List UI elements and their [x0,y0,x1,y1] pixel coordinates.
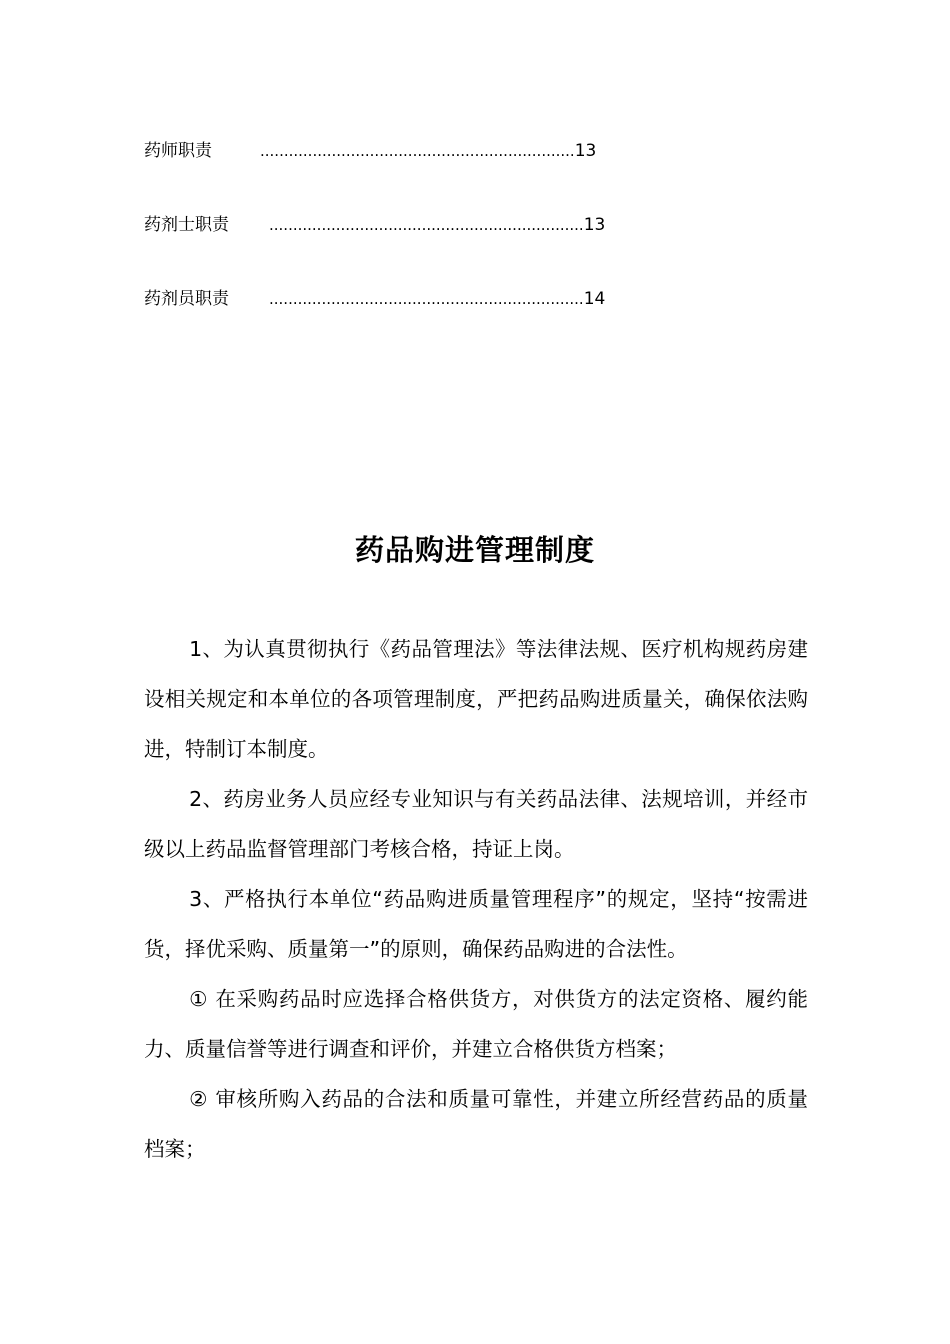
toc-page-number: 13 [583,215,606,235]
toc-entry-label: 药师职责 [144,141,212,161]
toc-leader-dots [269,284,605,314]
toc-entry[interactable] [144,210,664,240]
toc-entry-label: 药剂员职责 [144,289,229,309]
document-title: 药品购进管理制度 [354,533,595,567]
paragraph-item-1: ① 在采购药品时应选择合格供货方，对供货方的法定资格、履约能力、质量信誉等进行调查和评价，并建立合格供货方档案； [144,987,808,1061]
toc-entry[interactable] [144,136,664,166]
toc-page-number: 13 [574,141,597,161]
document-body [144,624,808,1174]
paragraph-1: 1、为认真贯彻执行《药品管理法》等法律法规、医疗机构规药房建设相关规定和本单位的各项管理制度，严把药品购进质量关，确保依法购进，特制订本制度。 [144,637,808,761]
toc-entry-label: 药剂士职责 [144,215,229,235]
paragraph-2: 2、药房业务人员应经专业知识与有关药品法律、法规培训，并经市级以上药品监督管理部门考核合格，持证上岗。 [144,787,808,861]
paragraph-item-2: ② 审核所购入药品的合法和质量可靠性，并建立所经营药品的质量档案； [144,1087,808,1161]
toc-dots-text: .................................................................. [260,142,575,160]
toc-dots-text: .................................................................. [269,216,584,234]
paragraph-3: 3、严格执行本单位“药品购进质量管理程序”的规定，坚持“按需进货，择优采购、质量第一”的原则，确保药品购进的合法性。 [144,887,808,961]
toc-leader-dots [269,210,605,240]
toc-page-number: 14 [583,289,606,309]
toc-leader-dots [260,136,596,166]
toc-dots-text: .................................................................. [269,290,584,308]
toc-entry[interactable] [144,284,664,314]
table-of-contents [144,136,664,358]
